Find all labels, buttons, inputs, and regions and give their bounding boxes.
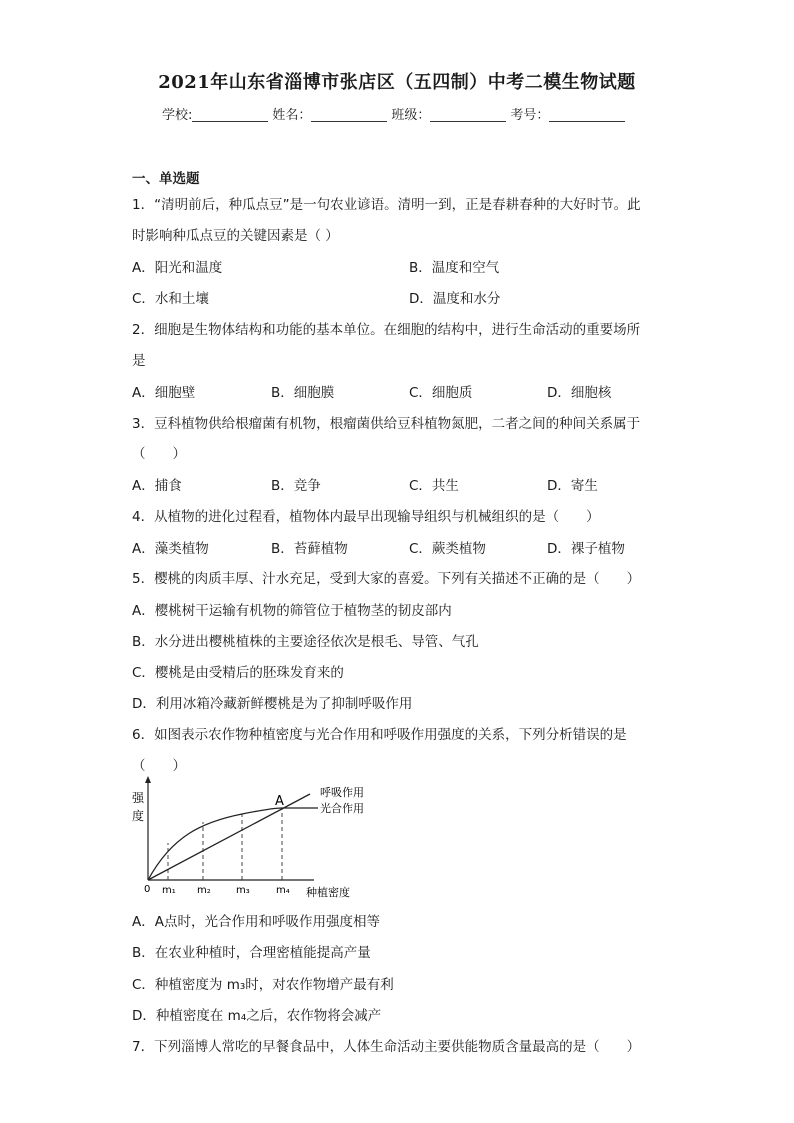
q6-stem-line1: 6．如图表示农作物种植密度与光合作用和呼吸作用强度的关系，下列分析错误的是 — [132, 727, 627, 743]
q2-stem-line1: 2．细胞是生物体结构和功能的基本单位。在细胞的结构中，进行生命活动的重要场所 — [132, 322, 641, 338]
y-label-2: 度 — [132, 809, 145, 823]
q1-option-b[interactable]: B．温度和空气 — [409, 260, 500, 276]
q2-option-a[interactable]: A．细胞壁 — [132, 385, 196, 401]
q1-option-a[interactable]: A．阳光和温度 — [132, 260, 223, 276]
q4-option-a[interactable]: A．藻类植物 — [132, 541, 209, 557]
photosynthesis-curve — [148, 808, 318, 880]
q6-option-c[interactable]: C．种植密度为 m₃时，对农作物增产最有利 — [132, 977, 394, 993]
q4-option-b[interactable]: B．苔藓植物 — [271, 541, 348, 557]
class-label: 班级： — [391, 108, 431, 123]
tick-m3: m₃ — [236, 885, 250, 896]
q6-option-d[interactable]: D．种植密度在 m₄之后，农作物将会减产 — [132, 1008, 382, 1024]
q1-option-c[interactable]: C．水和土壤 — [132, 291, 209, 307]
q5-stem-line1: 5．樱桃的肉质丰厚、汁水充足，受到大家的喜爱。下列有关描述不正确的是（ ） — [132, 571, 641, 587]
q1-stem-line2: 时影响种瓜点豆的关键因素是（ ） — [132, 228, 339, 244]
respiration-label: 呼吸作用 — [320, 786, 364, 799]
q4-stem-line1: 4．从植物的进化过程看，植物体内最早出现输导组织与机械组织的是（ ） — [132, 509, 600, 525]
q6-stem-line2: （ ） — [132, 758, 186, 774]
q1-stem-line1: 1．“清明前后，种瓜点豆”是一句农业谚语。清明一到，正是春耕春种的大好时节。此 — [132, 197, 641, 213]
student-info-row — [162, 104, 629, 123]
respiration-curve — [148, 794, 310, 880]
q3-stem-line2: （ ） — [132, 446, 186, 462]
name-blank[interactable] — [311, 108, 387, 122]
school-label: 学校: — [162, 108, 193, 123]
q2-option-b[interactable]: B．细胞膜 — [271, 385, 335, 401]
q4-option-c[interactable]: C．蕨类植物 — [409, 541, 486, 557]
q4-option-d[interactable]: D．裸子植物 — [547, 541, 625, 557]
q3-stem-line1: 3．豆科植物供给根瘤菌有机物，根瘤菌供给豆科植物氮肥，二者之间的种间关系属于 — [132, 416, 641, 432]
intersection-point-label: A — [275, 794, 284, 809]
school-blank[interactable] — [192, 108, 268, 122]
tick-m1: m₁ — [162, 885, 176, 896]
section-heading: 一、单选题 — [132, 171, 200, 187]
x-axis-label: 种植密度 — [306, 886, 350, 899]
q2-stem-line2: 是 — [132, 353, 146, 369]
class-blank[interactable] — [430, 108, 506, 122]
tick-m4: m₄ — [276, 885, 290, 896]
q5-option-b[interactable]: B．水分进出樱桃植株的主要途径依次是根毛、导管、气孔 — [132, 634, 479, 650]
q3-option-c[interactable]: C．共生 — [409, 478, 459, 494]
q3-option-d[interactable]: D．寄生 — [547, 478, 598, 494]
q3-option-a[interactable]: A．捕食 — [132, 478, 182, 494]
name-label: 姓名： — [272, 108, 312, 123]
q6-option-a[interactable]: A．A点时，光合作用和呼吸作用强度相等 — [132, 914, 380, 930]
q3-option-b[interactable]: B．竞争 — [271, 478, 321, 494]
q5-option-a[interactable]: A．樱桃树干运输有机物的筛管位于植物茎的韧皮部内 — [132, 603, 452, 619]
q2-option-d[interactable]: D．细胞核 — [547, 385, 612, 401]
y-label-1: 强 — [132, 791, 145, 805]
number-label: 考号： — [510, 108, 550, 123]
q1-option-d[interactable]: D．温度和水分 — [409, 291, 501, 307]
q7-stem-line1: 7．下列淄博人常吃的早餐食品中，人体生命活动主要供能物质含量最高的是（ ） — [132, 1039, 641, 1055]
q5-option-d[interactable]: D．利用冰箱冷藏新鲜樱桃是为了抑制呼吸作用 — [132, 696, 413, 712]
q6-option-b[interactable]: B．在农业种植时，合理密植能提高产量 — [132, 945, 371, 961]
page-title: 2021年山东省淄博市张店区（五四制）中考二模生物试题 — [158, 72, 636, 93]
y-axis-arrow — [145, 776, 151, 783]
number-blank[interactable] — [549, 108, 625, 122]
origin-label: 0 — [144, 884, 151, 895]
density-intensity-graph — [132, 776, 382, 902]
tick-m2: m₂ — [197, 885, 211, 896]
photosynthesis-label: 光合作用 — [320, 802, 364, 815]
q6-figure — [132, 776, 382, 902]
q5-option-c[interactable]: C．樱桃是由受精后的胚珠发育来的 — [132, 665, 344, 681]
q2-option-c[interactable]: C．细胞质 — [409, 385, 473, 401]
